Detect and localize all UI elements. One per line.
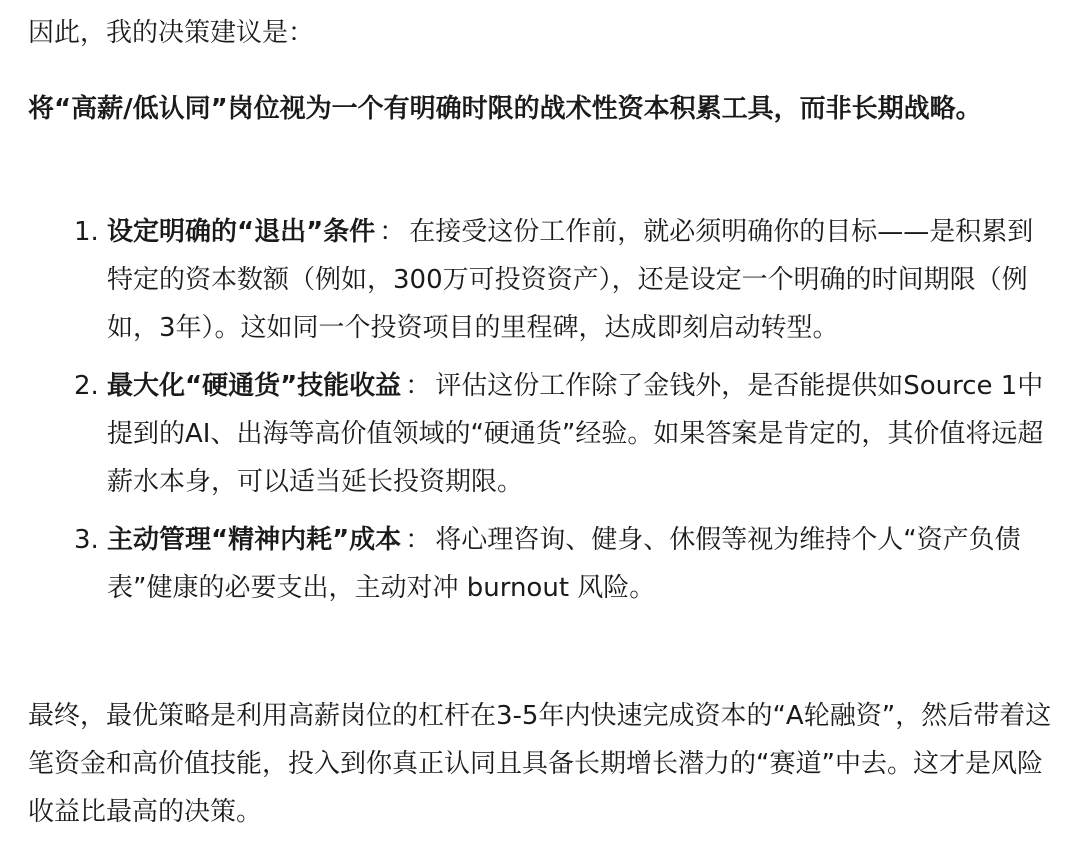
item-separator: ： [405, 525, 432, 555]
thesis-statement: 将“高薪/低认同”岗位视为一个有明确时限的战术性资本积累工具，而非长期战略。 [28, 94, 982, 124]
recommendation-list [0, 208, 1080, 612]
item-separator: ： [379, 217, 406, 247]
intro-text: 因此，我的决策建议是： [28, 18, 315, 48]
recommendation-item-mental-cost [0, 516, 1080, 612]
item-separator: ： [405, 371, 432, 401]
item-number: 2. [74, 371, 99, 401]
item-body: 在接受这份工作前，就必须明确你的目标——是积累到特定的资本数额（例如，300万可投资资产），还是设定一个明确的时间期限（例如，3年）。这如同一个投资项目的里程碑，达成即刻启动转型。 [107, 217, 1034, 343]
item-body: 将心理咨询、健身、休假等视为维持个人“资产负债表”健康的必要支出，主动对冲 burnout 风险。 [107, 525, 1021, 603]
item-body: 评估这份工作除了金钱外，是否能提供如Source 1中提到的AI、出海等高价值领域的“硬通货”经验。如果答案是肯定的，其价值将远超薪水本身，可以适当延长投资期限。 [107, 371, 1044, 497]
recommendation-item-exit-conditions [0, 208, 1080, 352]
item-title: 最大化“硬通货”技能收益 [107, 371, 402, 401]
item-number: 1. [74, 217, 99, 247]
item-title: 设定明确的“退出”条件 [107, 217, 376, 247]
item-number: 3. [74, 525, 99, 555]
conclusion-text: 最终，最优策略是利用高薪岗位的杠杆在3-5年内快速完成资本的“A轮融资”，然后带着这笔资金和高价值技能，投入到你真正认同且具备长期增长潜力的“赛道”中去。这才是风险收益比最高的决策。 [28, 701, 1052, 827]
item-title: 主动管理“精神内耗”成本 [107, 525, 402, 555]
recommendation-item-hard-skills [0, 362, 1080, 506]
